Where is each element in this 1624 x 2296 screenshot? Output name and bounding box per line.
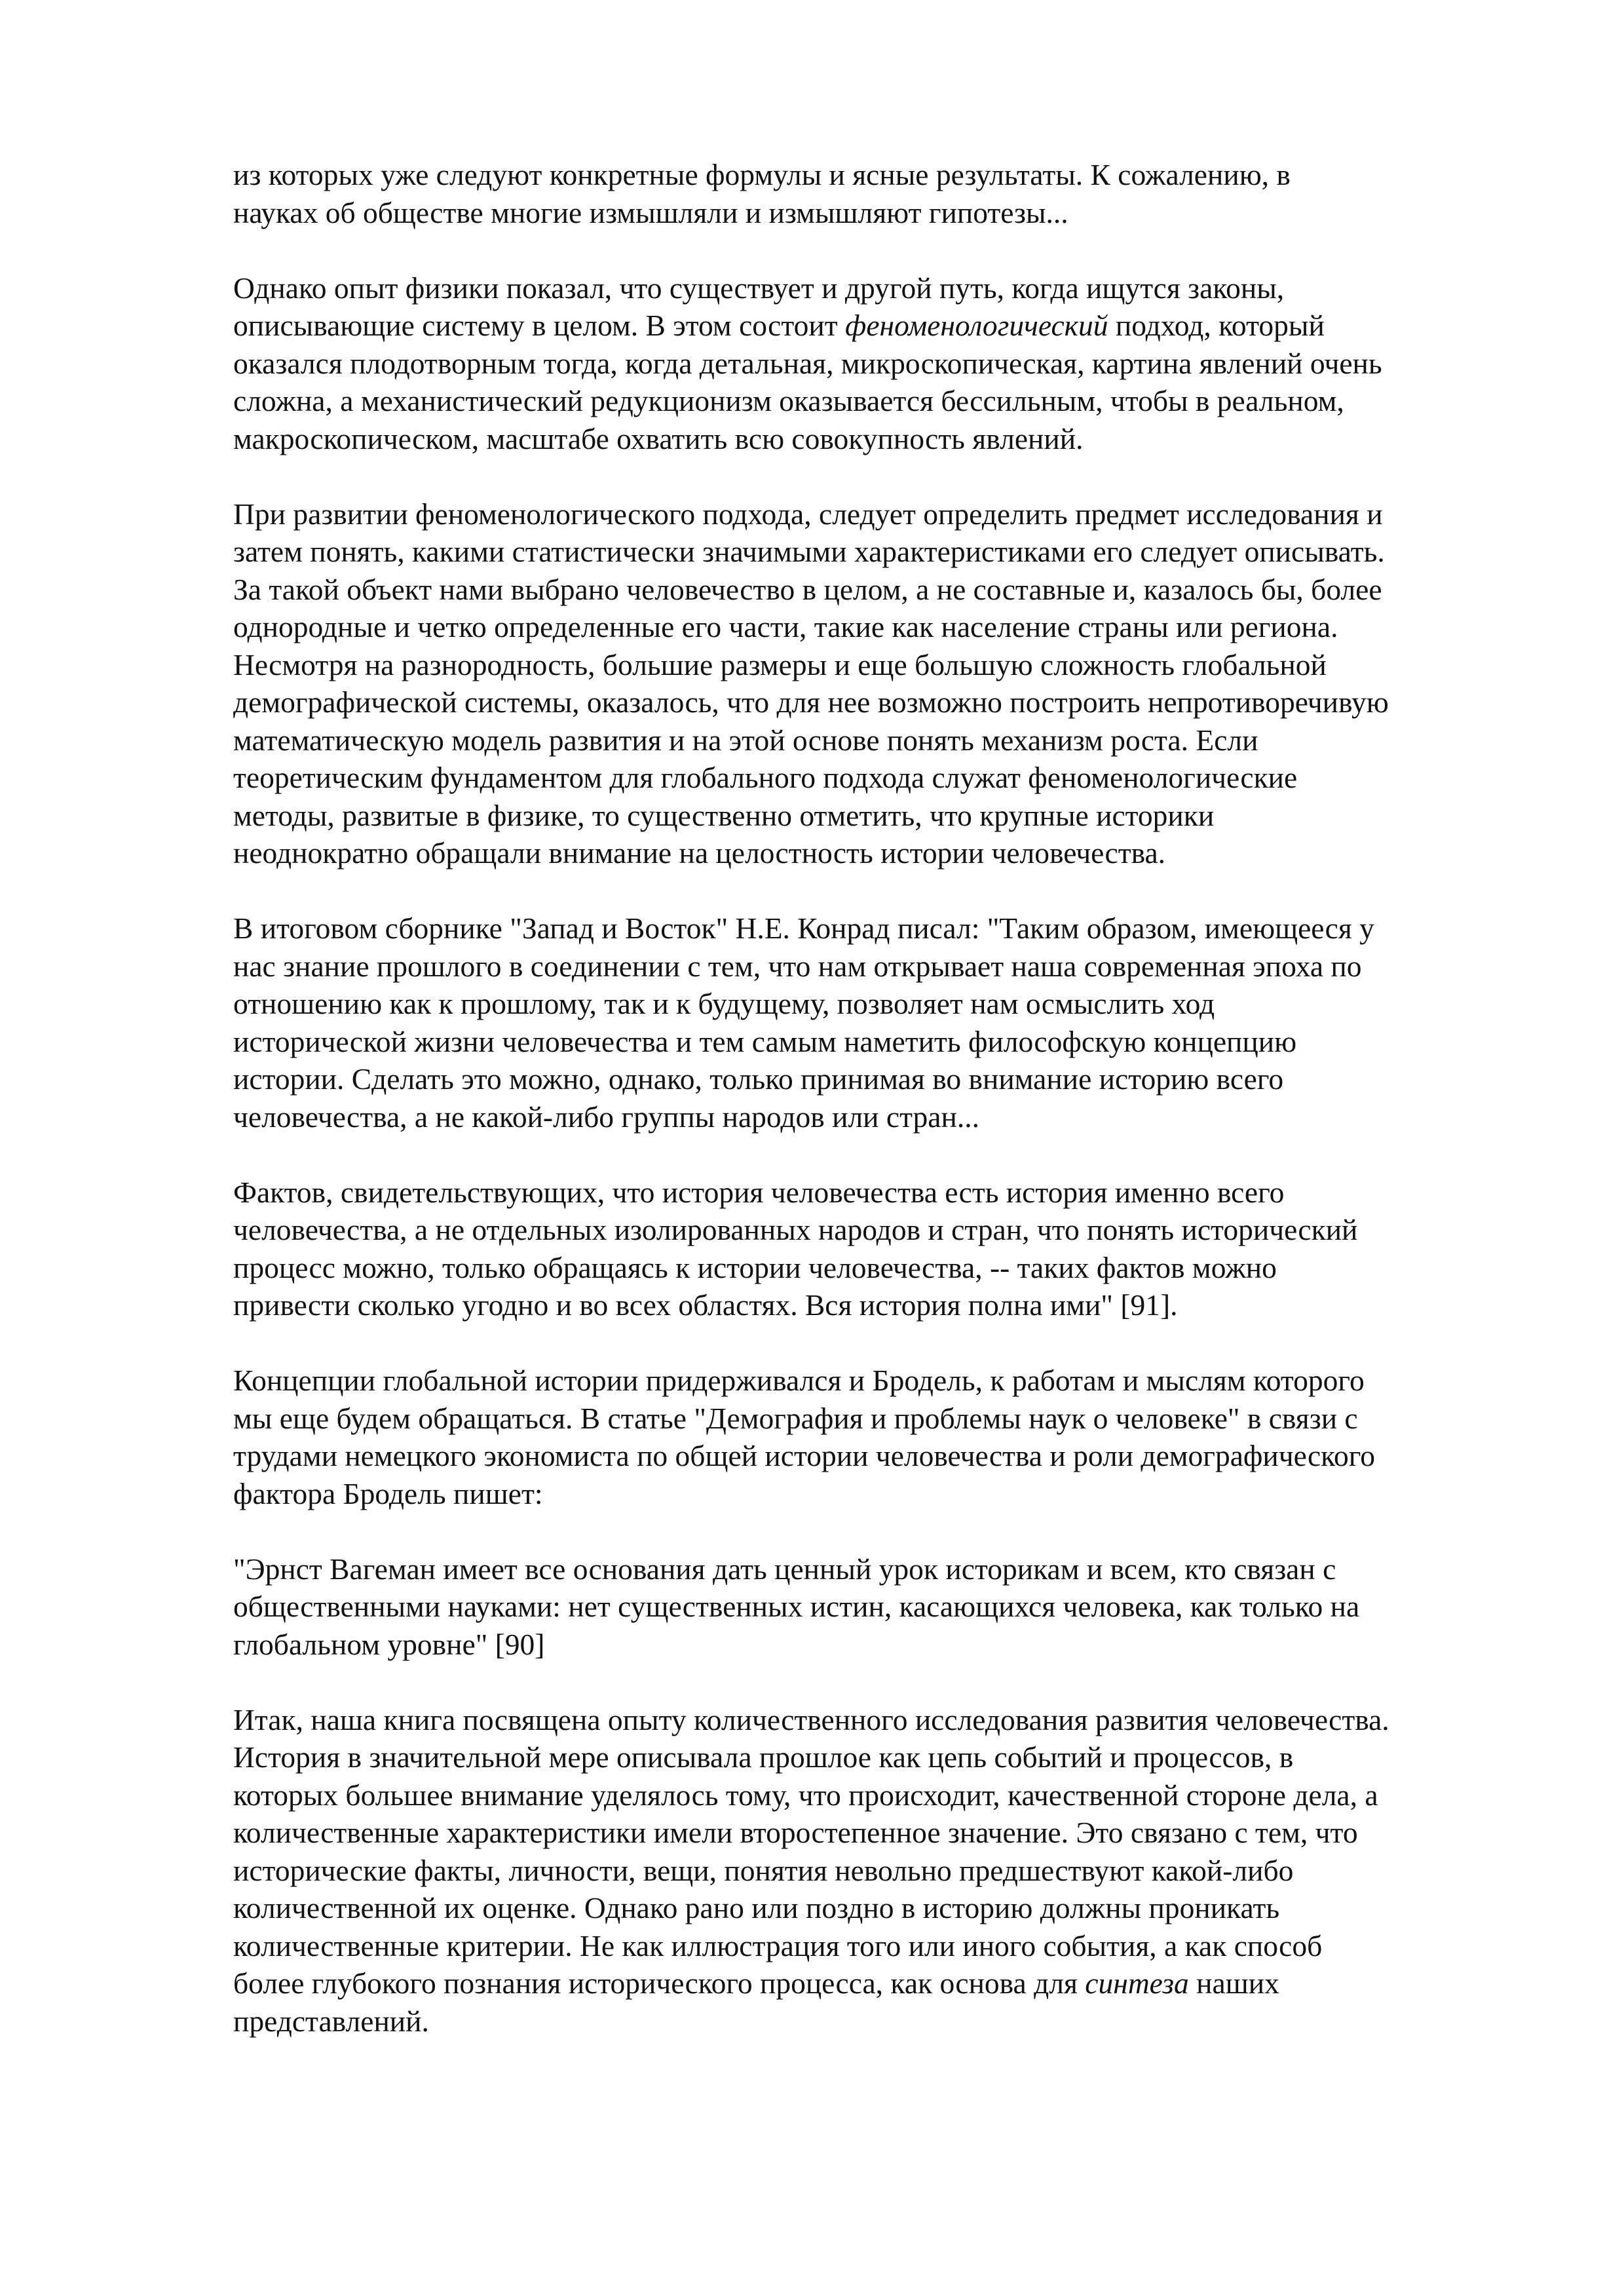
paragraph bbox=[233, 269, 1517, 458]
text-line: методы, развитые в физике, то существенно отметить, что крупные историки bbox=[233, 798, 1215, 832]
text-line: отношению как к прошлому, так и к будущему, позволяет нам осмыслить ход bbox=[233, 987, 1215, 1020]
text-line: Однако опыт физики показал, что существует и другой путь, когда ищутся законы, bbox=[233, 271, 1285, 305]
text-line: Концепции глобальной истории придерживался и Бродель, к работам и мыслям которого bbox=[233, 1364, 1365, 1397]
text-line: За такой объект нами выбрано человечество в целом, а не составные и, казалось бы, более bbox=[233, 572, 1382, 606]
text-line: науках об обществе многие измышляли и измышляют гипотезы... bbox=[233, 195, 1068, 229]
italic-term: синтеза bbox=[1085, 1966, 1189, 2000]
text-line: неоднократно обращали внимание на целостность истории человечества. bbox=[233, 836, 1166, 870]
text-line: фактора Бродель пишет: bbox=[233, 1476, 543, 1510]
text-line: оказался плодотворным тогда, когда детальная, микроскопическая, картина явлений очень bbox=[233, 346, 1382, 380]
paragraph bbox=[233, 495, 1517, 872]
text-line: количественные характеристики имели второстепенное значение. Это связано с тем, что bbox=[233, 1816, 1358, 1849]
text-line: однородные и четко определенные его части, такие как население страны или региона. bbox=[233, 610, 1338, 643]
paragraph bbox=[233, 156, 1517, 231]
italic-term: феноменологический bbox=[845, 309, 1108, 342]
text-line: Фактов, свидетельствующих, что история человечества есть история именно всего bbox=[233, 1175, 1285, 1209]
text-line: исторические факты, личности, вещи, понятия невольно предшествуют какой-либо bbox=[233, 1853, 1294, 1887]
text-line: количественные критерии. Не как иллюстрация того или иного события, а как способ bbox=[233, 1928, 1323, 1962]
text-line: привести сколько угодно и во всех областях. Вся история полна ими" [91]. bbox=[233, 1288, 1178, 1322]
text-line: которых большее внимание уделялось тому, что происходит, качественной стороне дела, а bbox=[233, 1778, 1378, 1812]
text-line: человечества, а не какой-либо группы народов или стран... bbox=[233, 1100, 979, 1134]
text-line: сложна, а механистический редукционизм оказывается бессильным, чтобы в реальном, bbox=[233, 384, 1344, 417]
text-line: количественной их оценке. Однако рано или поздно в историю должны проникать bbox=[233, 1891, 1280, 1924]
text-line: Несмотря на разнородность, большие размеры и еще большую сложность глобальной bbox=[233, 647, 1327, 681]
paragraph bbox=[233, 1550, 1517, 1664]
paragraph bbox=[233, 1701, 1517, 2040]
text-line: человечества, а не отдельных изолированных народов и стран, что понять исторический bbox=[233, 1213, 1358, 1246]
text-segment: наших bbox=[1188, 1966, 1279, 2000]
text-line: общественными науками: нет существенных истин, касающихся человека, как только на bbox=[233, 1590, 1360, 1623]
text-line: теоретическим фундаментом для глобального подхода служат феноменологические bbox=[233, 761, 1298, 794]
text-line: из которых уже следуют конкретные формулы и ясные результаты. К сожалению, в bbox=[233, 158, 1291, 191]
text-line: История в значительной мере описывала прошлое как цепь событий и процессов, в bbox=[233, 1740, 1294, 1774]
text-line: нас знание прошлого в соединении с тем, что нам открывает наша современная эпоха по bbox=[233, 949, 1362, 983]
text-line bbox=[233, 1964, 1517, 2002]
text-line: В итоговом сборнике "Запад и Восток" Н.Е. Конрад писал: "Таким образом, имеющееся у bbox=[233, 911, 1374, 945]
text-line: макроскопическом, масштабе охватить всю совокупность явлений. bbox=[233, 421, 1084, 455]
text-line: При развитии феноменологического подхода, следует определить предмет исследования и bbox=[233, 497, 1383, 531]
text-line: исторической жизни человечества и тем самым наметить философскую концепцию bbox=[233, 1024, 1297, 1058]
paragraph bbox=[233, 1362, 1517, 1512]
text-line: истории. Сделать это можно, однако, только принимая во внимание историю всего bbox=[233, 1062, 1284, 1096]
text-segment: более глубокого познания исторического процесса, как основа для bbox=[233, 1966, 1086, 2000]
text-line: математическую модель развития и на этой основе понять механизм роста. Если bbox=[233, 723, 1258, 757]
text-line: демографической системы, оказалось, что для нее возможно построить непротиворечивую bbox=[233, 685, 1389, 719]
text-line: процесс можно, только обращаясь к истории человечества, -- таких фактов можно bbox=[233, 1250, 1277, 1284]
text-line: затем понять, какими статистически значимыми характеристиками его следует описывать. bbox=[233, 535, 1385, 568]
text-segment: описывающие систему в целом. В этом состоит bbox=[233, 309, 846, 342]
paragraph bbox=[233, 1174, 1517, 1324]
text-line: "Эрнст Вагеман имеет все основания дать ценный урок историкам и всем, кто связан с bbox=[233, 1552, 1336, 1586]
paragraph bbox=[233, 909, 1517, 1136]
text-line bbox=[233, 307, 1517, 345]
text-segment: подход, который bbox=[1108, 309, 1325, 342]
text-line: Итак, наша книга посвящена опыту количественного исследования развития человечества. bbox=[233, 1702, 1389, 1736]
document-page bbox=[233, 156, 1517, 2040]
text-line: мы еще будем обращаться. В статье "Демография и проблемы наук о человеке" в связи с bbox=[233, 1401, 1358, 1435]
text-line: трудами немецкого экономиста по общей истории человечества и роли демографического bbox=[233, 1439, 1375, 1472]
text-line: представлений. bbox=[233, 2004, 429, 2038]
text-line: глобальном уровне" [90] bbox=[233, 1627, 545, 1661]
document-body bbox=[233, 156, 1517, 2040]
